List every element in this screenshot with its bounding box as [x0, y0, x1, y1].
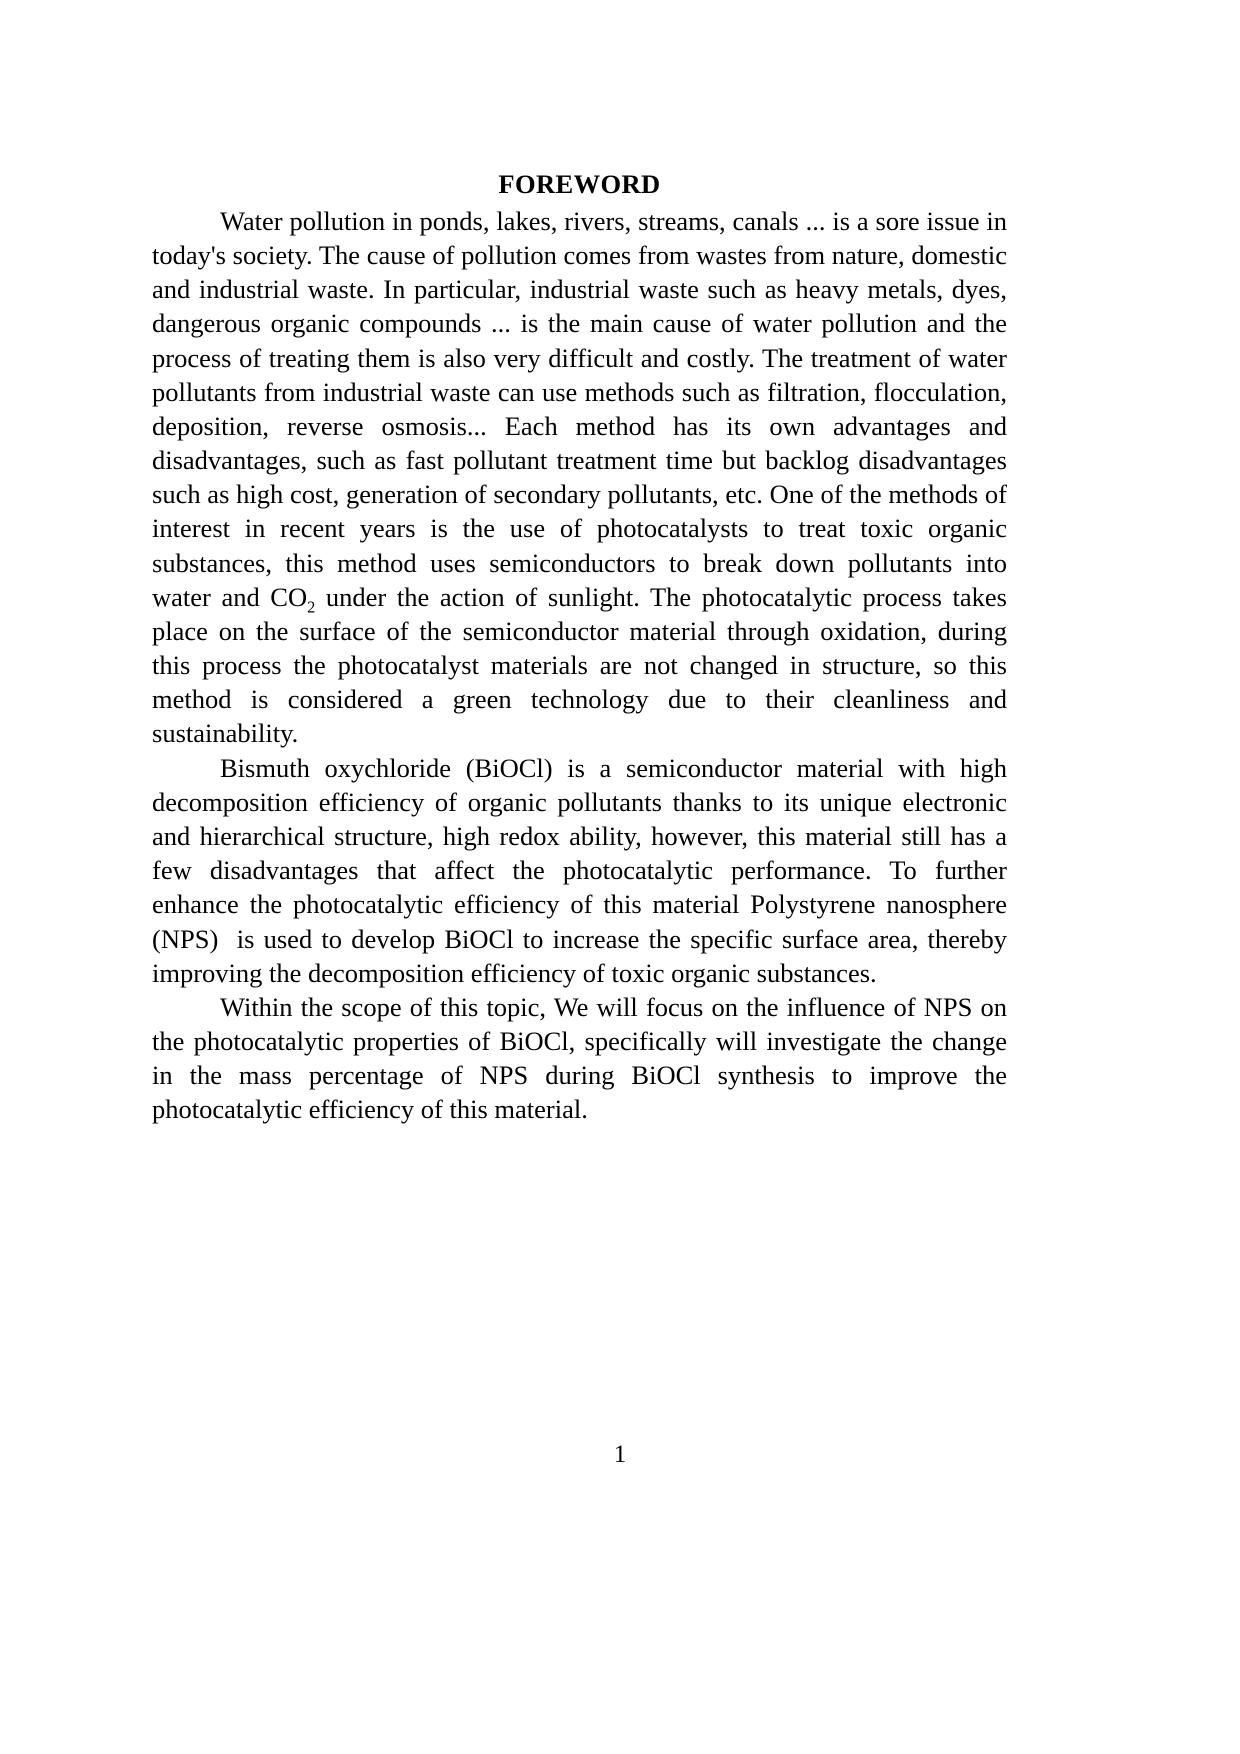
- para-scope: Within the scope of this topic, We will focus on the influence of NPS on the photocatalytic properties of BiOCl, specifically will investigate the change in the mass percentage of NPS during BiOCl synthesis to improve the photocatalytic efficiency of this material.: [152, 991, 1007, 1125]
- body-text: [152, 204, 1007, 1127]
- para-bismuth-oxychloride: Bismuth oxychloride (BiOCl) is a semiconductor material with high decomposition efficiency of organic pollutants thanks to its unique electronic and hierarchical structure, high redox ability, however, this material still has a few disadvantages that affect the photocatalytic performance. To further enhance the photocatalytic efficiency of this material Polystyrene nanosphere (NPS) is used to develop BiOCl to increase the specific surface area, thereby improving the decomposition efficiency of toxic organic substances.: [152, 752, 1008, 988]
- page-number: 1: [613, 1441, 627, 1468]
- para-water-pollution: Water pollution in ponds, lakes, rivers, streams, canals ... is a sore issue in today's society. The cause of pollution comes from wastes from nature, domestic and industrial waste. In particular, industrial waste such as heavy metals, dyes, dangerous organic compounds ... is the main cause of water pollution and the process of treating them is also very difficult and costly. The treatment of water pollutants from industrial waste can use methods such as filtration, flocculation, deposition, reverse osmosis... Each method has its own advantages and disadvantages, such as fast pollutant treatment time but backlog disadvantages such as high cost, generation of secondary pollutants, etc. One of the methods of interest in recent years is the use of photocatalysts to treat toxic organic substances, this method uses semiconductors to break down pollutants into water and $CO_2$ under the action of sunlight. The photocatalytic process takes place on the surface of the semiconductor material through oxidation, during this process the photocatalyst materials are not changed in structure, so this method is considered a green technology due to their cleanliness and sustainability.: [152, 205, 1007, 749]
- subscript: 2: [307, 597, 316, 617]
- page-content: [152, 168, 1007, 1127]
- page-title: FOREWORD: [498, 169, 661, 199]
- text-gap: [218, 924, 236, 954]
